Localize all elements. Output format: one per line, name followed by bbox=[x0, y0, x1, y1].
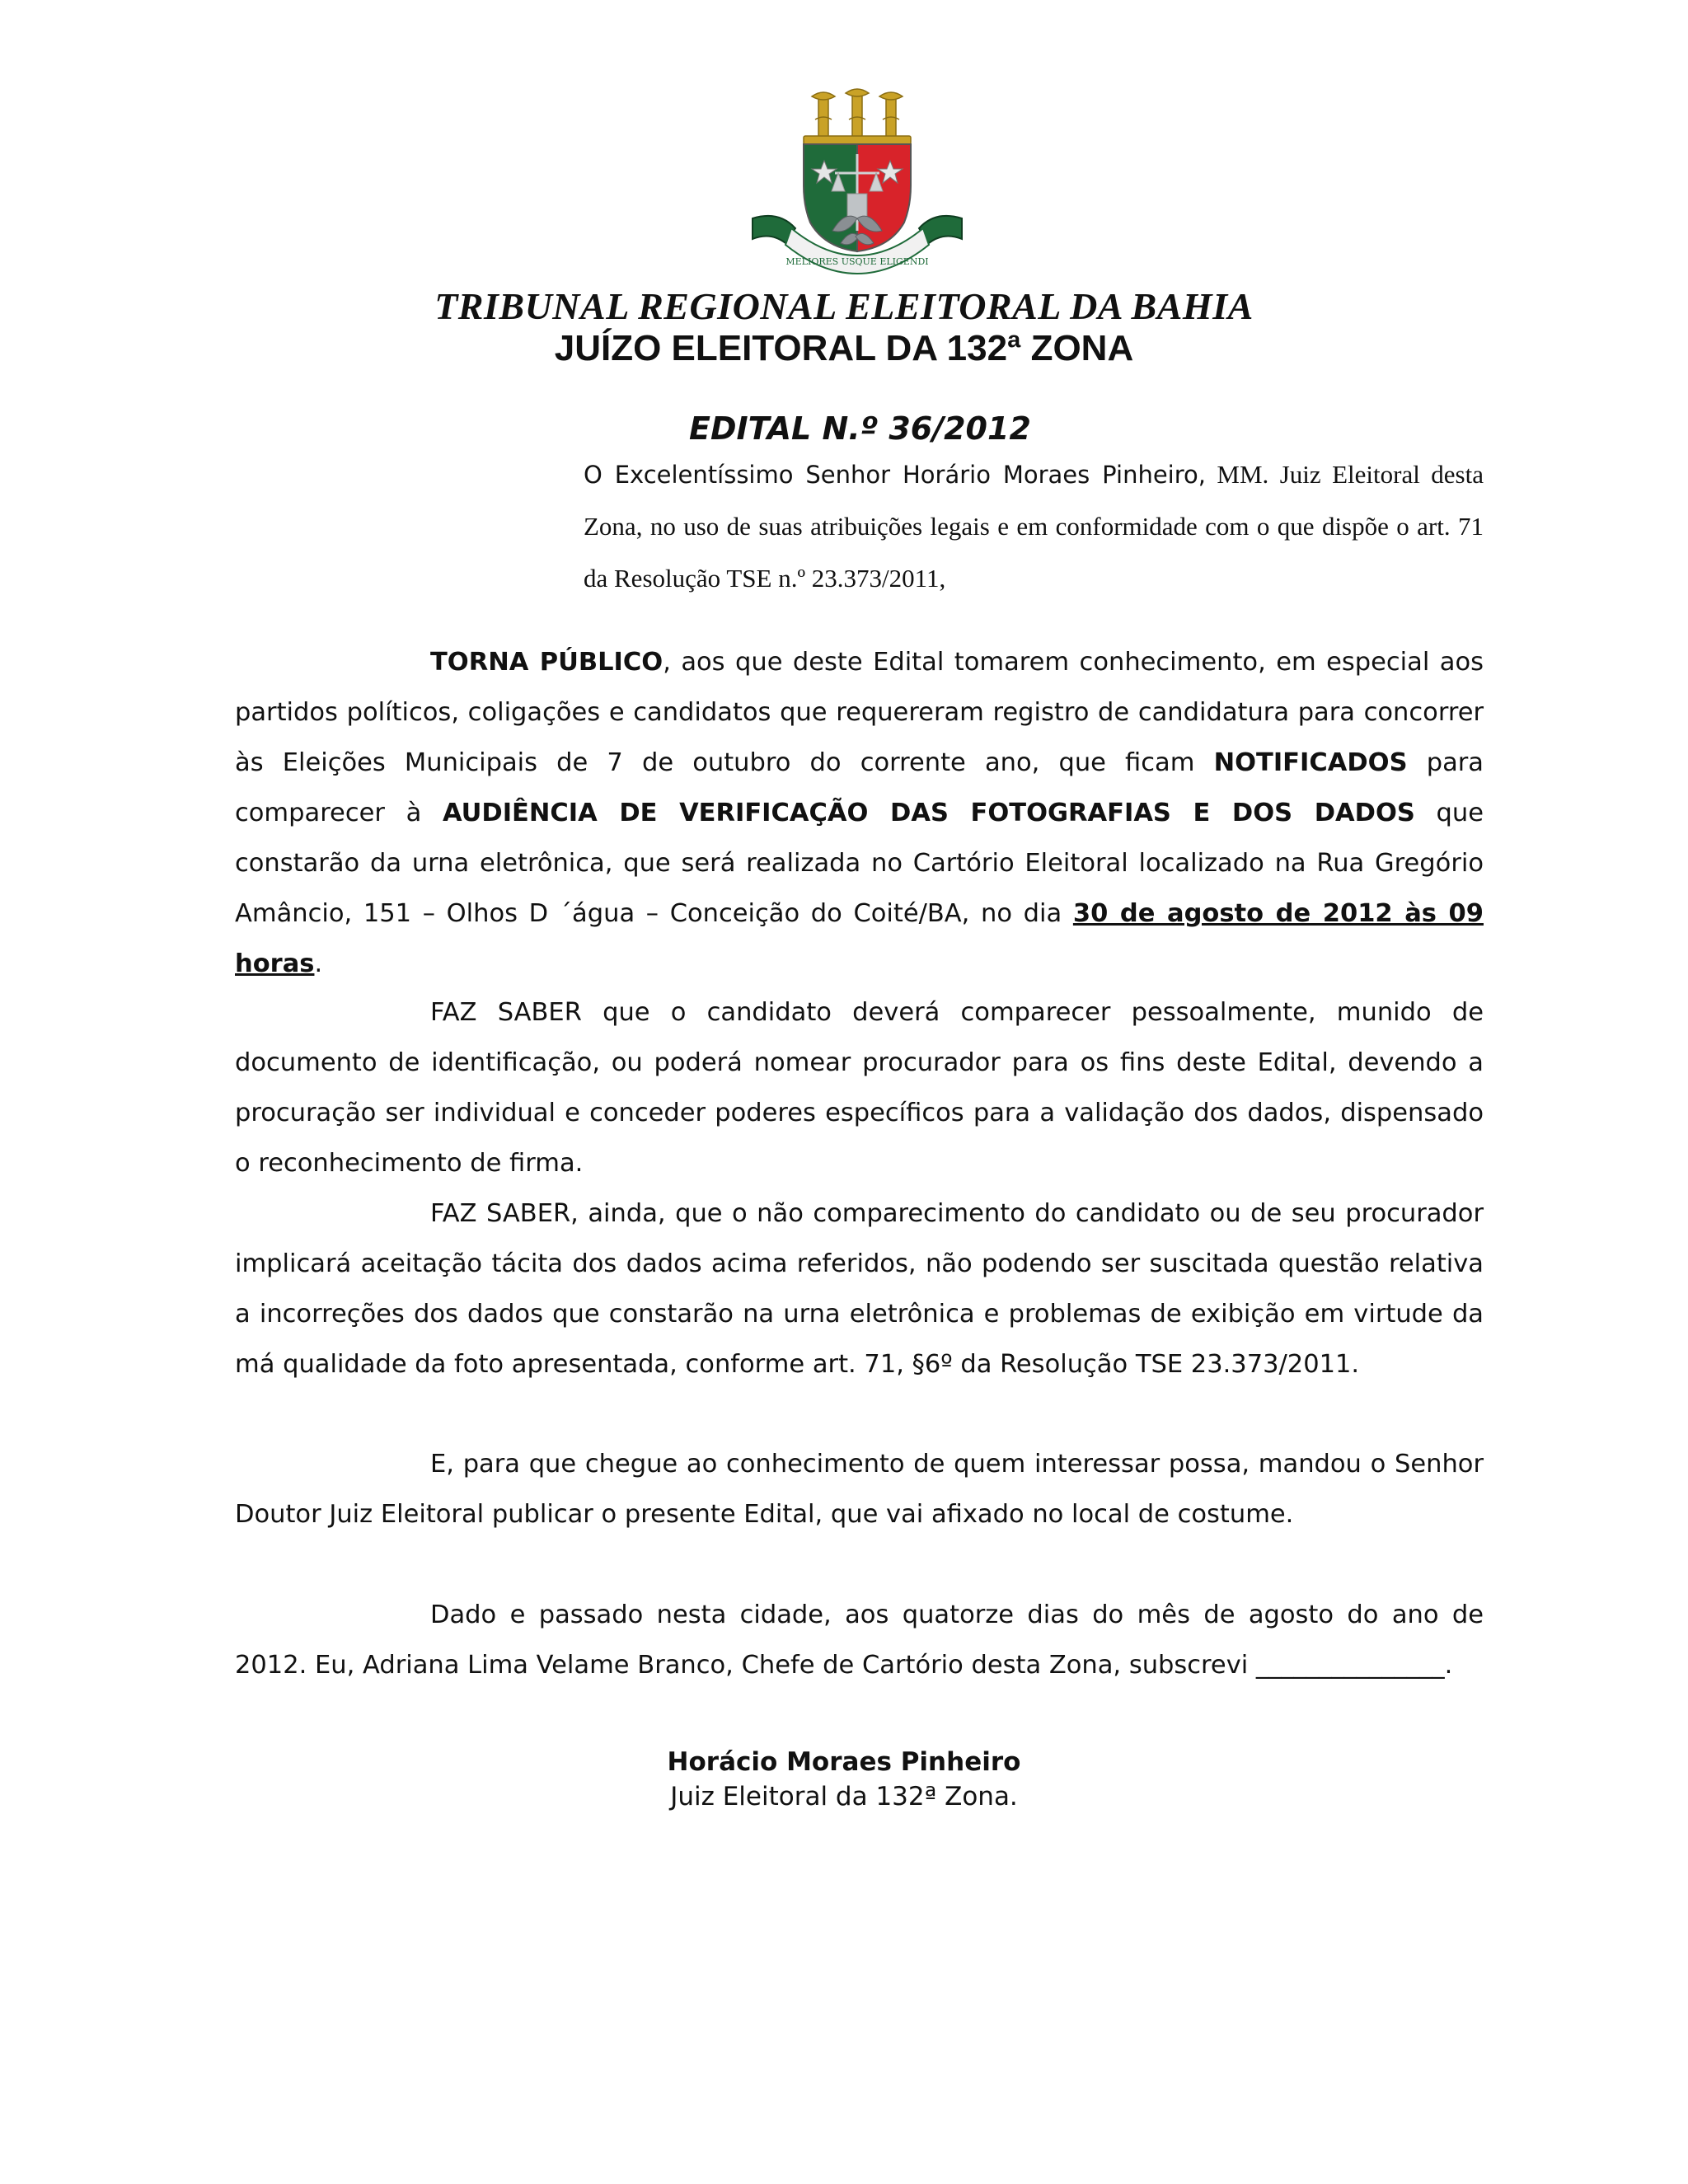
closing-paragraph: Dado e passado nesta cidade, aos quatorze dias do mês de agosto do ano de 2012. Eu, Adriana Lima Velame Branco, Chefe de Cartório desta Zona, subscrevi _______________. bbox=[235, 1601, 1484, 1680]
preamble-judge: O Excelentíssimo Senhor Horário Moraes Pinheiro, bbox=[584, 461, 1206, 489]
signature-block bbox=[0, 1745, 1688, 1814]
signer-name: Horácio Moraes Pinheiro bbox=[667, 1747, 1021, 1777]
paragraph1-text-a: , aos que deste Edital tomarem conhecimento, em especial aos partidos políticos, coligações e candidatos que requereram registro de candidatura para concorrer às Eleições Municipais de 7 de outubro do corrente ano, que ficam bbox=[235, 648, 1484, 777]
zone-title: JUÍZO ELEITORAL DA 132ª ZONA bbox=[554, 328, 1134, 368]
court-title: TRIBUNAL REGIONAL ELEITORAL DA BAHIA bbox=[434, 285, 1254, 327]
paragraph1-text-b: para comparecer à bbox=[235, 748, 1484, 827]
notice-paragraph bbox=[235, 637, 1484, 989]
publication-paragraph: E, para que chegue ao conhecimento de quem interessar possa, mandou o Senhor Doutor Juiz Eleitoral publicar o presente Edital, que vai afixado no local de costume. bbox=[235, 1450, 1484, 1529]
edital-number: EDITAL N.º 36/2012 bbox=[689, 410, 1031, 447]
gold-fasces-icon bbox=[804, 89, 911, 144]
absence-paragraph: FAZ SABER, ainda, que o não comparecimento do candidato ou de seu procurador implicará aceitação tácita dos dados acima referidos, não podendo ser suscitada questão relativa a incorreções dos dados que constarão na urna eletrônica e problemas de exibição em virtude da má qualidade da foto apresentada, conforme art. 71, §6º da Resolução TSE 23.373/2011. bbox=[235, 1199, 1484, 1379]
paragraph1-text-d: . bbox=[314, 949, 323, 978]
hearing-datetime: 30 de agosto de 2012 às 09 horas bbox=[235, 899, 1484, 978]
signer-role: Juiz Eleitoral da 132ª Zona. bbox=[670, 1782, 1018, 1811]
coat-of-arms-emblem bbox=[746, 87, 968, 284]
motto-text: MELIORES USQUE ELIGENDI bbox=[785, 256, 929, 267]
preamble bbox=[584, 449, 1484, 605]
hearing-title: AUDIÊNCIA DE VERIFICAÇÃO DAS FOTOGRAFIAS E DOS DADOS bbox=[442, 799, 1415, 827]
lead-torna-publico: TORNA PÚBLICO bbox=[430, 648, 663, 677]
attendance-paragraph: FAZ SABER que o candidato deverá comparecer pessoalmente, munido de documento de identificação, ou poderá nomear procurador para os fins deste Edital, devendo a procuração ser individual e conceder poderes específicos para a validação dos dados, dispensado o reconhecimento de firma. bbox=[235, 998, 1484, 1178]
paragraph1-text-c: que constarão da urna eletrônica, que será realizada no Cartório Eleitoral localizado na Rua Gregório Amâncio, 151 – Olhos D ´água – Conceição do Coité/BA, no dia bbox=[235, 799, 1484, 928]
notified-label: NOTIFICADOS bbox=[1213, 748, 1408, 777]
preamble-text: MM. Juiz Eleitoral desta Zona, no uso de suas atribuições legais e em conformidade com o que dispõe o art. 71 da Resolução TSE n.º 23.373/2011, bbox=[584, 460, 1484, 593]
